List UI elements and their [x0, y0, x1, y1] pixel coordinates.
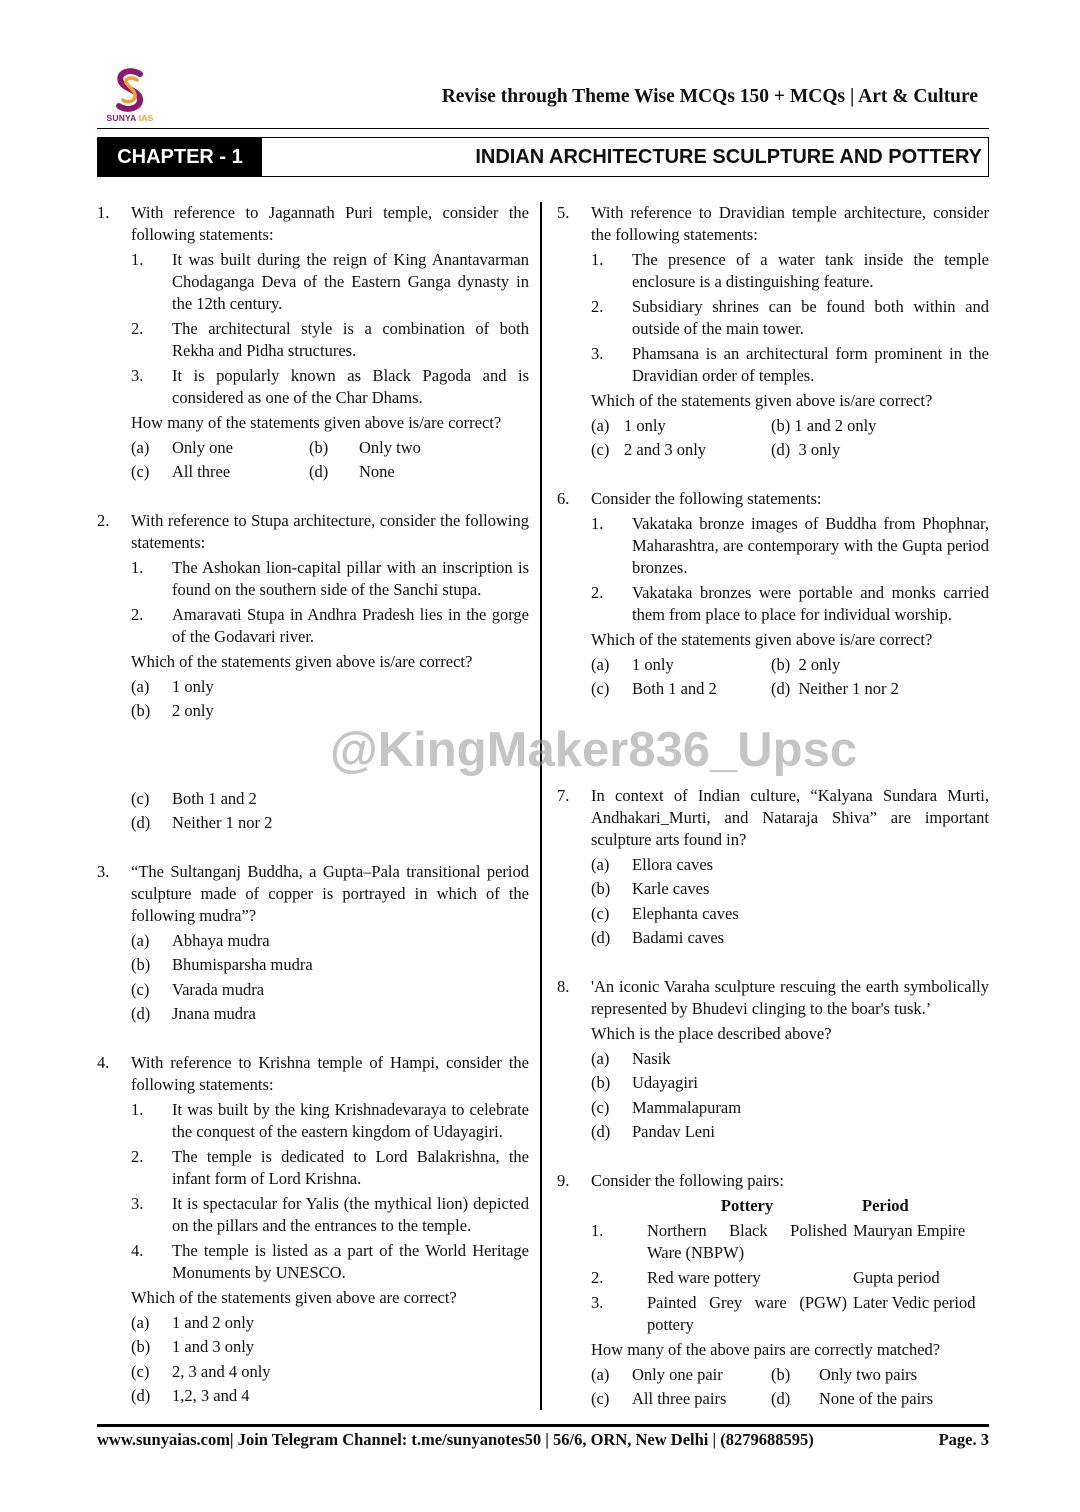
question-number: 9.: [557, 1171, 570, 1190]
chapter-title: INDIAN ARCHITECTURE SCULPTURE AND POTTERY: [475, 145, 982, 168]
option-text: Neither 1 nor 2: [798, 679, 899, 698]
statement-number: 3.: [131, 366, 144, 385]
statement-text: The Ashokan lion-capital pillar with an inscription is found on the southern side of the Sanchi stupa.: [172, 558, 529, 599]
option-text: None of the pairs: [819, 1389, 934, 1408]
options: [591, 654, 989, 701]
statement: [131, 1240, 529, 1284]
option: [591, 1097, 989, 1119]
statement-text: The temple is listed as a part of the World Heritage Monuments by UNESCO.: [172, 1241, 529, 1282]
option-label: (a): [131, 437, 150, 457]
question-prompt: Which of the statements given above are correct?: [131, 1288, 457, 1307]
statement: [591, 249, 989, 293]
option-text: 1 only: [632, 654, 674, 674]
option-text: Nasik: [632, 1048, 671, 1068]
option-label: (d): [591, 928, 611, 947]
option-text: Both 1 and 2: [172, 788, 257, 808]
option-label: (c): [131, 1361, 150, 1381]
logo-text-ias: IAS: [138, 113, 154, 123]
options: [591, 415, 989, 462]
option-text: 2, 3 and 4 only: [172, 1361, 271, 1381]
option-text: 2 only: [172, 701, 214, 720]
option-text: 3 only: [798, 440, 841, 459]
question-number: 6.: [557, 489, 570, 508]
option-label: (c): [591, 1389, 610, 1408]
pair-period: Later Vedic period: [853, 1293, 976, 1312]
watermark-spacer: [131, 727, 529, 785]
chapter-label: CHAPTER - 1: [98, 138, 262, 176]
statement: [131, 557, 529, 601]
pair-row: [591, 1220, 989, 1264]
footer: [97, 1430, 989, 1480]
option-label: (d): [591, 1122, 611, 1141]
option: [131, 812, 529, 834]
option-text: Neither 1 nor 2: [172, 813, 273, 832]
statement-number: 3.: [591, 344, 604, 363]
statement: [131, 604, 529, 648]
statement-number: 4.: [131, 1241, 144, 1260]
question-prompt: How many of the above pairs are correctly matched?: [591, 1340, 941, 1359]
option: [131, 1003, 529, 1025]
option-text: Mammalapuram: [632, 1097, 742, 1117]
option-label: (b): [771, 415, 791, 435]
option-label: (a): [131, 1312, 150, 1332]
option-text: 1 only: [624, 415, 666, 435]
option-label: (d): [131, 1004, 151, 1023]
question-prompt: How many of the statements given above is/are correct?: [131, 413, 502, 432]
option-text: 1 and 3 only: [172, 1337, 255, 1356]
pair-number: 2.: [591, 1268, 604, 1287]
option: [131, 979, 529, 1001]
option: [131, 676, 529, 698]
logo-text-sunya: SUNYA: [106, 113, 137, 123]
statement: [131, 1193, 529, 1237]
option-label: (a): [591, 1364, 610, 1384]
option-label: (c): [591, 903, 610, 923]
statement-number: 2.: [591, 297, 604, 316]
statement: [131, 365, 529, 409]
option-b: [771, 415, 989, 437]
question-stem: Consider the following pairs:: [591, 1171, 784, 1190]
option-text: 1 and 2 only: [172, 1312, 255, 1332]
options: [131, 437, 529, 484]
question-prompt: Which of the statements given above is/are correct?: [591, 630, 933, 649]
option-text: 2 only: [798, 654, 841, 674]
option-d: [771, 439, 989, 461]
option-label: (d): [131, 1386, 151, 1405]
pair-pottery: Painted Grey ware (PGW) pottery: [647, 1293, 847, 1334]
option-label: (c): [131, 462, 150, 481]
statement: [591, 582, 989, 626]
statement-number: 1.: [131, 250, 144, 269]
statement: [131, 1099, 529, 1143]
option: [591, 927, 989, 949]
option-label: (b): [591, 1073, 611, 1092]
option-text: Badami caves: [632, 928, 725, 947]
header-divider: [97, 128, 989, 129]
question-number: 3.: [97, 862, 110, 881]
right-column: [540, 202, 989, 1410]
main-content: [97, 202, 989, 1480]
question-prompt: Which is the place described above?: [591, 1024, 832, 1043]
option: [131, 930, 529, 952]
pair-header-pottery: Pottery: [720, 1196, 774, 1215]
page-number: Page. 3: [938, 1430, 989, 1449]
option-text: 1,2, 3 and 4: [172, 1386, 250, 1405]
pair-header-spacer: [591, 1195, 641, 1217]
statement-number: 2.: [131, 319, 144, 338]
option-label: (c): [131, 788, 150, 808]
option-label: (c): [591, 440, 610, 459]
statement-text: It was built during the reign of King Anantavarman Chodaganga Deva of the Eastern Ganga dynasty in the 12th century.: [172, 250, 529, 313]
question-1: [97, 202, 529, 483]
option-text: Udayagiri: [632, 1073, 698, 1092]
option: [131, 788, 529, 810]
logo-text: [104, 113, 156, 123]
option-text: Pandav Leni: [632, 1122, 715, 1141]
pair-table-header: [591, 1195, 989, 1217]
chapter-banner: [97, 137, 989, 177]
option-text: Elephanta caves: [632, 903, 739, 923]
pair-header-period: Period: [862, 1196, 909, 1215]
option: [591, 1072, 989, 1094]
option: [131, 700, 529, 722]
option: [131, 1361, 529, 1383]
question-stem: Consider the following statements:: [591, 489, 822, 508]
option-label: (d): [131, 813, 151, 832]
statement-text: Phamsana is an architectural form prominent in the Dravidian order of temples.: [632, 344, 989, 385]
option-text: All three: [172, 462, 231, 481]
question-3: [97, 861, 529, 1025]
question-stem: With reference to Stupa architecture, consider the following statements:: [131, 511, 529, 552]
statement-number: 1.: [131, 558, 144, 577]
option-label: (a): [591, 1048, 610, 1068]
statement: [131, 249, 529, 315]
option-d: [771, 678, 989, 700]
option-label: (d): [309, 462, 329, 481]
option-label: (b): [591, 879, 611, 898]
option-text: Both 1 and 2: [632, 679, 717, 698]
option-text: Only two pairs: [819, 1364, 918, 1384]
question-4: [97, 1052, 529, 1407]
footer-divider: [97, 1424, 989, 1427]
option-text: Jnana mudra: [172, 1004, 256, 1023]
pair-number: 1.: [591, 1221, 604, 1240]
question-stem: 'An iconic Varaha sculpture rescuing the earth symbolically represented by Bhudevi clinging to the boar's tusk.’: [591, 977, 989, 1018]
pair-pottery: Red ware pottery: [647, 1268, 761, 1287]
question-7: [557, 785, 989, 949]
statement: [591, 513, 989, 579]
statement-number: 1.: [591, 250, 604, 269]
statement: [591, 343, 989, 387]
option-label: (b): [771, 1364, 791, 1384]
option-text: None: [359, 462, 395, 481]
question-stem: With reference to Krishna temple of Hampi, consider the following statements:: [131, 1053, 529, 1094]
question-prompt: Which of the statements given above is/are correct?: [591, 391, 933, 410]
option-text: 2 and 3 only: [624, 440, 707, 459]
option-label: (d): [771, 1389, 791, 1408]
option: [591, 878, 989, 900]
option-b: [771, 654, 989, 676]
option-label: (c): [591, 679, 610, 698]
pair-period: Mauryan Empire: [853, 1221, 966, 1240]
option-label: (d): [771, 440, 791, 459]
question-number: 1.: [97, 203, 110, 222]
pair-period: Gupta period: [853, 1268, 940, 1287]
pair-number: 3.: [591, 1293, 604, 1312]
option-text: All three pairs: [632, 1389, 727, 1408]
option-text: 1 and 2 only: [794, 415, 877, 435]
option-label: (b): [309, 437, 329, 457]
question-stem: In context of Indian culture, “Kalyana Sundara Murti, Andhakari_Murti, and Nataraja Shiva” are important sculpture arts found in?: [591, 786, 989, 849]
option-label: (c): [131, 979, 150, 999]
option-label: (c): [591, 1097, 610, 1117]
option: [131, 1312, 529, 1334]
statement-number: 2.: [591, 583, 604, 602]
option: [591, 1121, 989, 1143]
option: [591, 854, 989, 876]
option-text: Bhumisparsha mudra: [172, 955, 313, 974]
option-text: Varada mudra: [172, 979, 265, 999]
option-text: Only two: [359, 437, 421, 457]
option-text: Abhaya mudra: [172, 930, 270, 950]
question-stem: With reference to Jagannath Puri temple, consider the following statements:: [131, 203, 529, 244]
question-stem: “The Sultanganj Buddha, a Gupta–Pala transitional period sculpture made of copper is portrayed in which of the following mudra”?: [131, 862, 529, 925]
option-text: 1 only: [172, 676, 214, 696]
statement-text: The architectural style is a combination of both Rekha and Pidha structures.: [172, 319, 529, 360]
option-label: (b): [131, 701, 151, 720]
statement-text: The presence of a water tank inside the temple enclosure is a distinguishing feature.: [632, 250, 989, 291]
statement-text: It is popularly known as Black Pagoda and is considered as one of the Char Dhams.: [172, 366, 529, 407]
footer-contact: www.sunyaias.com| Join Telegram Channel: t.me/sunyanotes50 | 56/6, ORN, New Delhi | (8279688595): [97, 1430, 814, 1449]
option-text: Ellora caves: [632, 854, 714, 874]
question-stem: With reference to Dravidian temple architecture, consider the following statements:: [591, 203, 989, 244]
statement-number: 3.: [131, 1194, 144, 1213]
sunya-logo-icon: [113, 68, 147, 112]
statement: [591, 296, 989, 340]
question-number: 5.: [557, 203, 570, 222]
statement-text: Subsidiary shrines can be found both within and outside of the main tower.: [632, 297, 989, 338]
statement: [131, 318, 529, 362]
statement-number: 2.: [131, 1147, 144, 1166]
statement-text: It is spectacular for Yalis (the mythical lion) depicted on the pillars and the entrances to the temple.: [172, 1194, 529, 1235]
statement-number: 1.: [591, 514, 604, 533]
question-prompt: Which of the statements given above is/are correct?: [131, 652, 473, 671]
option-label: (b): [131, 1337, 151, 1356]
question-number: 4.: [97, 1053, 110, 1072]
option-label: (b): [131, 955, 151, 974]
question-number: 8.: [557, 977, 570, 996]
statement-text: Vakataka bronzes were portable and monks carried them from place to place for individual worship.: [632, 583, 989, 624]
option-text: Only one pair: [632, 1364, 723, 1384]
statement-number: 1.: [131, 1100, 144, 1119]
option-label: (a): [591, 415, 610, 435]
question-number: 7.: [557, 786, 570, 805]
option: [591, 1048, 989, 1070]
statement-text: The temple is dedicated to Lord Balakrishna, the infant form of Lord Krishna.: [172, 1147, 529, 1188]
option: [131, 1385, 529, 1407]
option-text: Karle caves: [632, 879, 710, 898]
question-6: [557, 488, 989, 700]
option-label: (a): [591, 854, 610, 874]
pair-pottery: Northern Black Polished Ware (NBPW): [647, 1221, 847, 1262]
statement-number: 2.: [131, 605, 144, 624]
sunya-ias-logo: [104, 68, 156, 128]
watermark-spacer: [557, 727, 989, 785]
watermark: @KingMaker836_Upsc: [330, 723, 858, 777]
header-title: Revise through Theme Wise MCQs 150 + MCQs | Art & Culture: [441, 86, 978, 107]
option: [591, 903, 989, 925]
question-number: 2.: [97, 511, 110, 530]
question-9: [557, 1170, 989, 1410]
statement: [131, 1146, 529, 1190]
statement-text: Amaravati Stupa in Andhra Pradesh lies in the gorge of the Godavari river.: [172, 605, 529, 646]
question-8: [557, 976, 989, 1143]
option-text: Only one: [172, 437, 233, 457]
option: [131, 954, 529, 976]
option-label: (a): [131, 930, 150, 950]
option-label: (b): [771, 654, 791, 674]
option-label: (a): [131, 676, 150, 696]
pair-row: [591, 1267, 989, 1289]
statement-text: It was built by the king Krishnadevaraya to celebrate the conquest of the eastern kingdom of Udayagiri.: [172, 1100, 529, 1141]
option: [131, 1336, 529, 1358]
pair-row: [591, 1292, 989, 1336]
two-column-layout: [97, 202, 989, 1410]
statement-text: Vakataka bronze images of Buddha from Phophnar, Maharashtra, are contemporary with the Gupta period bronzes.: [632, 514, 989, 577]
question-5: [557, 202, 989, 461]
options: [591, 1364, 989, 1411]
footer-area: [97, 1424, 989, 1480]
option-label: (d): [771, 679, 791, 698]
option-label: (a): [591, 654, 610, 674]
